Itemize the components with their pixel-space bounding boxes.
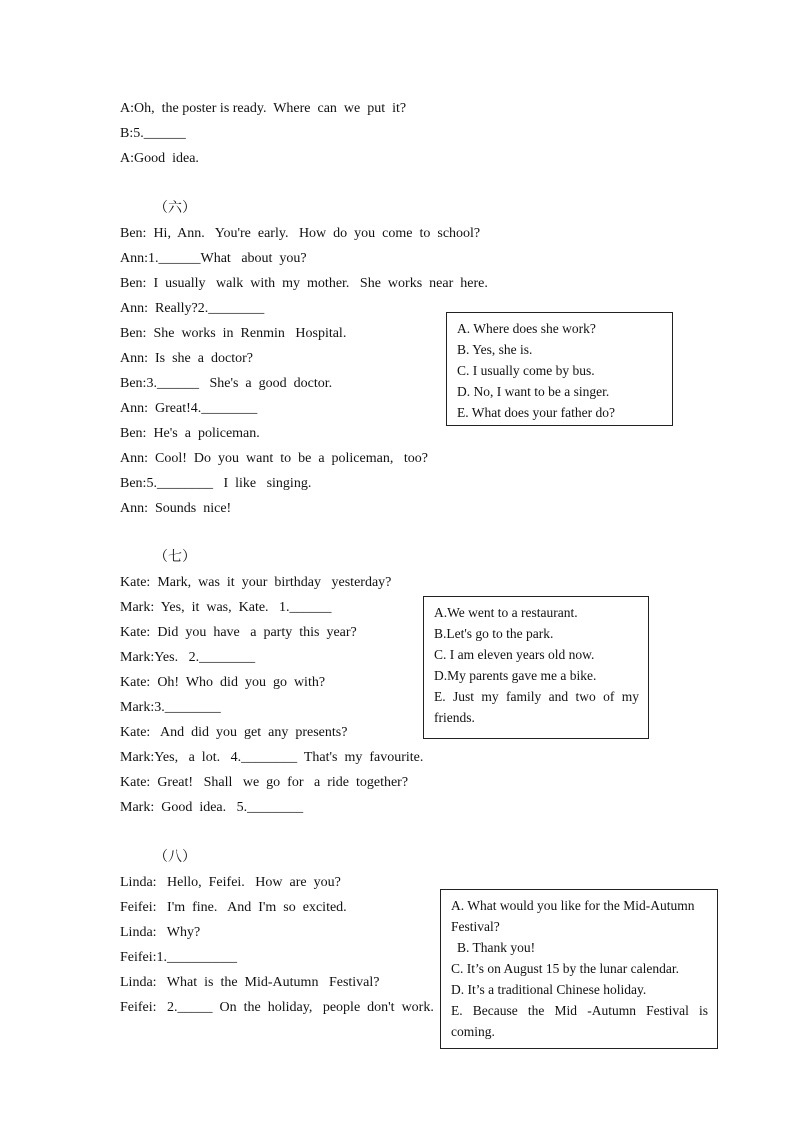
dialogue-line: Ann:1.______What about you? xyxy=(120,251,307,266)
option-item: B.Let's go to the park. xyxy=(434,626,554,641)
option-item: D. It’s a traditional Chinese holiday. xyxy=(451,982,647,997)
dialogue-line: Ben: Hi, Ann. You're early. How do you come to school? xyxy=(120,226,481,241)
option-item: D. No, I want to be a singer. xyxy=(457,384,610,399)
dialogue-line: Kate: Did you have a party this year? xyxy=(120,625,357,640)
option-item: A.We went to a restaurant. xyxy=(434,605,578,620)
dialogue-line: Feifei:1.__________ xyxy=(120,950,238,965)
dialogue-line: A:Good idea. xyxy=(120,151,199,166)
dialogue-line: Mark:Yes. 2.________ xyxy=(120,650,256,665)
dialogue-line: Ann: Is she a doctor? xyxy=(120,351,253,366)
option-item: B. Yes, she is. xyxy=(457,342,533,357)
section-6-options-box xyxy=(446,312,673,426)
option-item: E. Just my family and two of my friends. xyxy=(434,689,639,725)
dialogue-line: Ann: Sounds nice! xyxy=(120,501,232,516)
dialogue-line: Ann: Really?2.________ xyxy=(120,301,265,316)
option-item: E. Because the Mid -Autumn Festival is coming. xyxy=(451,1003,708,1039)
dialogue-line: Mark:3.________ xyxy=(120,700,221,715)
dialogue-line: A:Oh, the poster is ready. Where can we put it? xyxy=(120,101,407,116)
dialogue-line: Kate: And did you get any presents? xyxy=(120,725,348,740)
section-heading: （八） xyxy=(154,850,196,865)
option-item: B. Thank you! xyxy=(457,940,536,955)
dialogue-line: Ann: Cool! Do you want to be a policeman, too? xyxy=(120,451,428,466)
dialogue-line: B:5.______ xyxy=(120,126,186,141)
dialogue-line: Feifei: I'm fine. And I'm so excited. xyxy=(120,900,347,915)
section-7-options-box xyxy=(423,596,649,739)
option-item: C. It’s on August 15 by the lunar calendar. xyxy=(451,961,679,976)
option-item: D.My parents gave me a bike. xyxy=(434,668,597,683)
dialogue-line: Ben:5.________ I like singing. xyxy=(120,476,312,491)
option-item: E. What does your father do? xyxy=(457,405,615,420)
section-heading: （七） xyxy=(154,550,196,565)
section-8-options-box xyxy=(440,889,718,1049)
dialogue-line: Linda: Why? xyxy=(120,925,201,940)
section-heading: （六） xyxy=(154,201,196,216)
option-item: A. What would you like for the Mid-Autumn Festival? xyxy=(451,898,695,934)
dialogue-line: Linda: What is the Mid-Autumn Festival? xyxy=(120,975,380,990)
dialogue-line: Ben: He's a policeman. xyxy=(120,426,260,441)
dialogue-line: Mark:Yes, a lot. 4.________ That's my favourite. xyxy=(120,750,424,765)
option-item: A. Where does she work? xyxy=(457,321,596,336)
option-item: C. I am eleven years old now. xyxy=(434,647,595,662)
dialogue-line: Kate: Great! Shall we go for a ride together? xyxy=(120,775,409,790)
dialogue-line: Ben:3.______ She's a good doctor. xyxy=(120,376,333,391)
dialogue-line: Mark: Good idea. 5.________ xyxy=(120,800,304,815)
dialogue-line: Ben: I usually walk with my mother. She works near here. xyxy=(120,276,488,291)
dialogue-line: Ann: Great!4.________ xyxy=(120,401,258,416)
dialogue-line: Linda: Hello, Feifei. How are you? xyxy=(120,875,341,890)
dialogue-line: Feifei: 2._____ On the holiday, people don't work. xyxy=(120,1000,434,1015)
dialogue-line: Kate: Oh! Who did you go with? xyxy=(120,675,326,690)
dialogue-line: Mark: Yes, it was, Kate. 1.______ xyxy=(120,600,332,615)
dialogue-line: Ben: She works in Renmin Hospital. xyxy=(120,326,347,341)
option-item: C. I usually come by bus. xyxy=(457,363,595,378)
dialogue-line: Kate: Mark, was it your birthday yesterday? xyxy=(120,575,392,590)
